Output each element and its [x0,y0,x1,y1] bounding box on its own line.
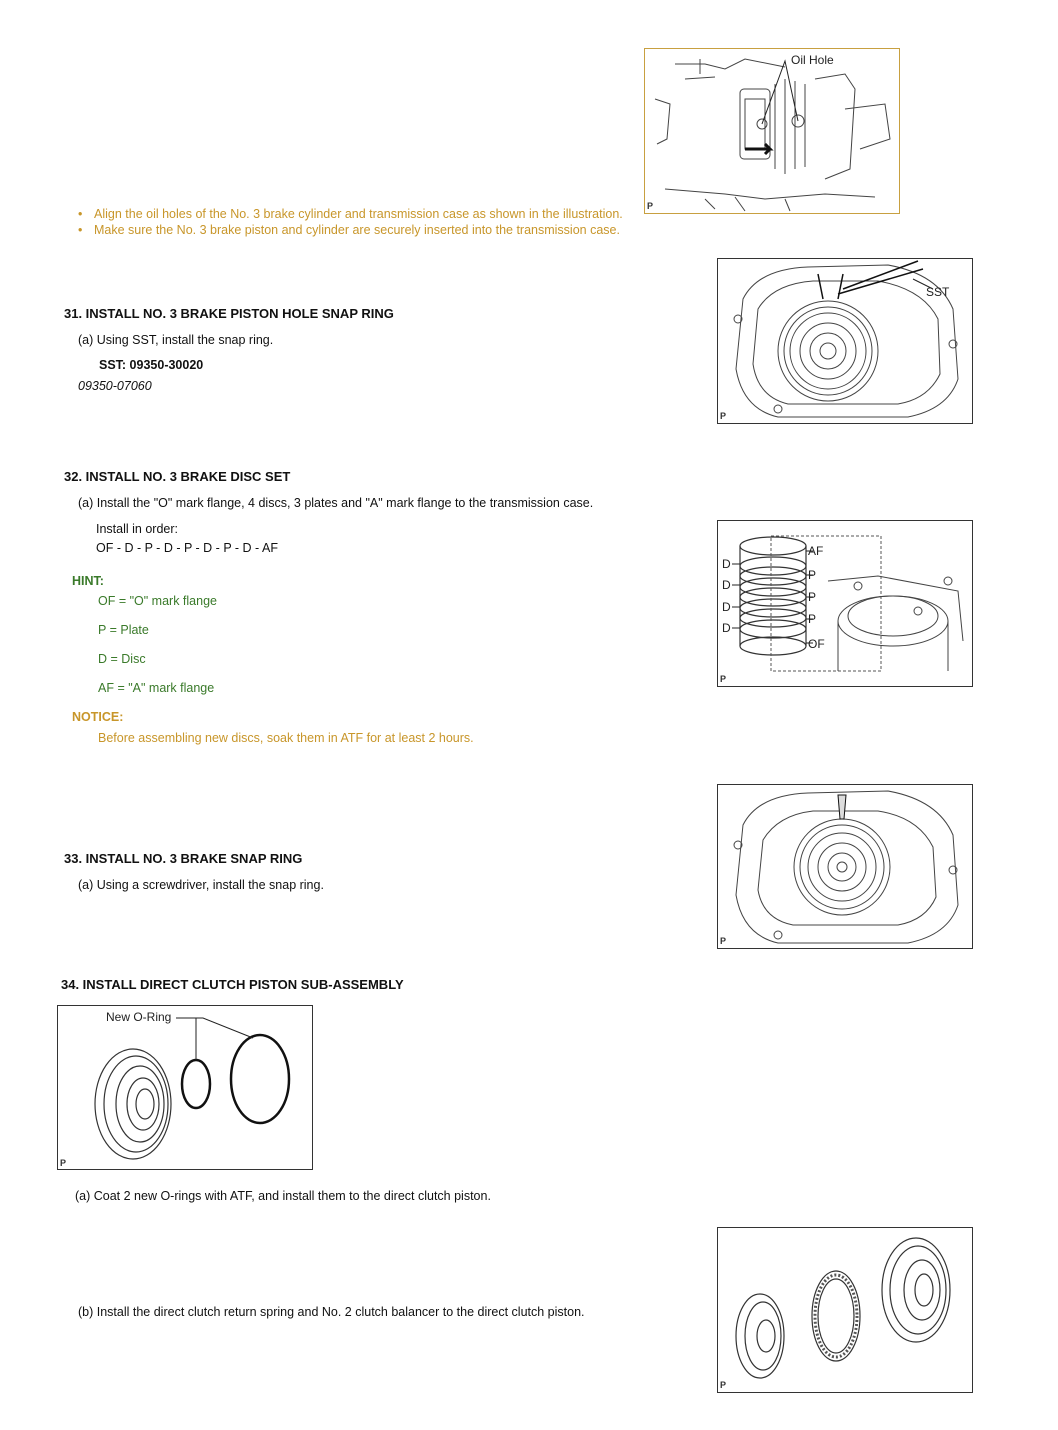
hint-item: AF = "A" mark flange [98,681,215,695]
svg-text:P: P [720,936,727,946]
snap-ring-sst-figure [717,258,973,424]
brake-snap-ring-figure [717,784,973,949]
step-32-heading: 32. INSTALL NO. 3 BRAKE DISC SET [64,469,291,484]
step-34-b: (b) Install the direct clutch return spring and No. 2 clutch balancer to the direct clutch piston. [78,1305,585,1319]
flange-of-label: OF [808,637,825,651]
bullet-list [78,206,658,238]
hint-item: P = Plate [98,623,149,637]
order-label: Install in order: [96,522,178,536]
flange-af-label: AF [808,544,824,558]
disc-label: D [722,557,731,571]
step-34-heading: 34. INSTALL DIRECT CLUTCH PISTON SUB-ASSEMBLY [61,977,404,992]
plate-label: P [808,568,817,582]
svg-text:P: P [720,1380,727,1390]
hint-item: D = Disc [98,652,146,666]
step-33-a: (a) Using a screwdriver, install the snap ring. [78,878,324,892]
svg-text:P: P [60,1158,67,1168]
plate-label: P [808,612,817,626]
svg-text:P: P [720,411,727,421]
new-o-ring-label: New O-Ring [106,1010,172,1024]
step-31-a: (a) Using SST, install the snap ring. [78,333,274,347]
disc-label: D [722,600,731,614]
step-34-a: (a) Coat 2 new O-rings with ATF, and install them to the direct clutch piston. [75,1189,491,1203]
step-33-heading: 33. INSTALL NO. 3 BRAKE SNAP RING [64,851,303,866]
disc-label: D [722,621,731,635]
hint-item: OF = "O" mark flange [98,594,217,608]
svg-text:P: P [720,674,727,684]
disc-label: D [722,578,731,592]
disc-set-figure [717,520,973,687]
sst-label: SST [926,285,950,299]
notice-title: NOTICE: [72,710,124,724]
notice-text: Before assembling new discs, soak them in ATF for at least 2 hours. [98,731,474,745]
oil-hole-label: Oil Hole [791,53,834,67]
clutch-balancer-figure [717,1227,973,1393]
svg-text:P: P [647,201,654,211]
bullet-item: • Align the oil holes of the No. 3 brake cylinder and transmission case as shown in the illustration. [78,207,623,221]
plate-label: P [808,590,817,604]
step-31-heading: 31. INSTALL NO. 3 BRAKE PISTON HOLE SNAP RING [64,306,394,321]
sst-code: SST: 09350-30020 [99,358,204,372]
oil-hole-figure [644,48,900,214]
bullet-item: • Make sure the No. 3 brake piston and cylinder are securely inserted into the transmission case. [78,223,620,237]
step-32-a: (a) Install the "O" mark flange, 4 discs, 3 plates and "A" mark flange to the transmission case. [78,496,594,510]
o-ring-figure [57,1005,313,1170]
order-sequence: OF - D - P - D - P - D - P - D - AF [96,541,278,555]
sst-code-2: 09350-07060 [78,379,152,393]
hint-title: HINT: [72,574,104,588]
